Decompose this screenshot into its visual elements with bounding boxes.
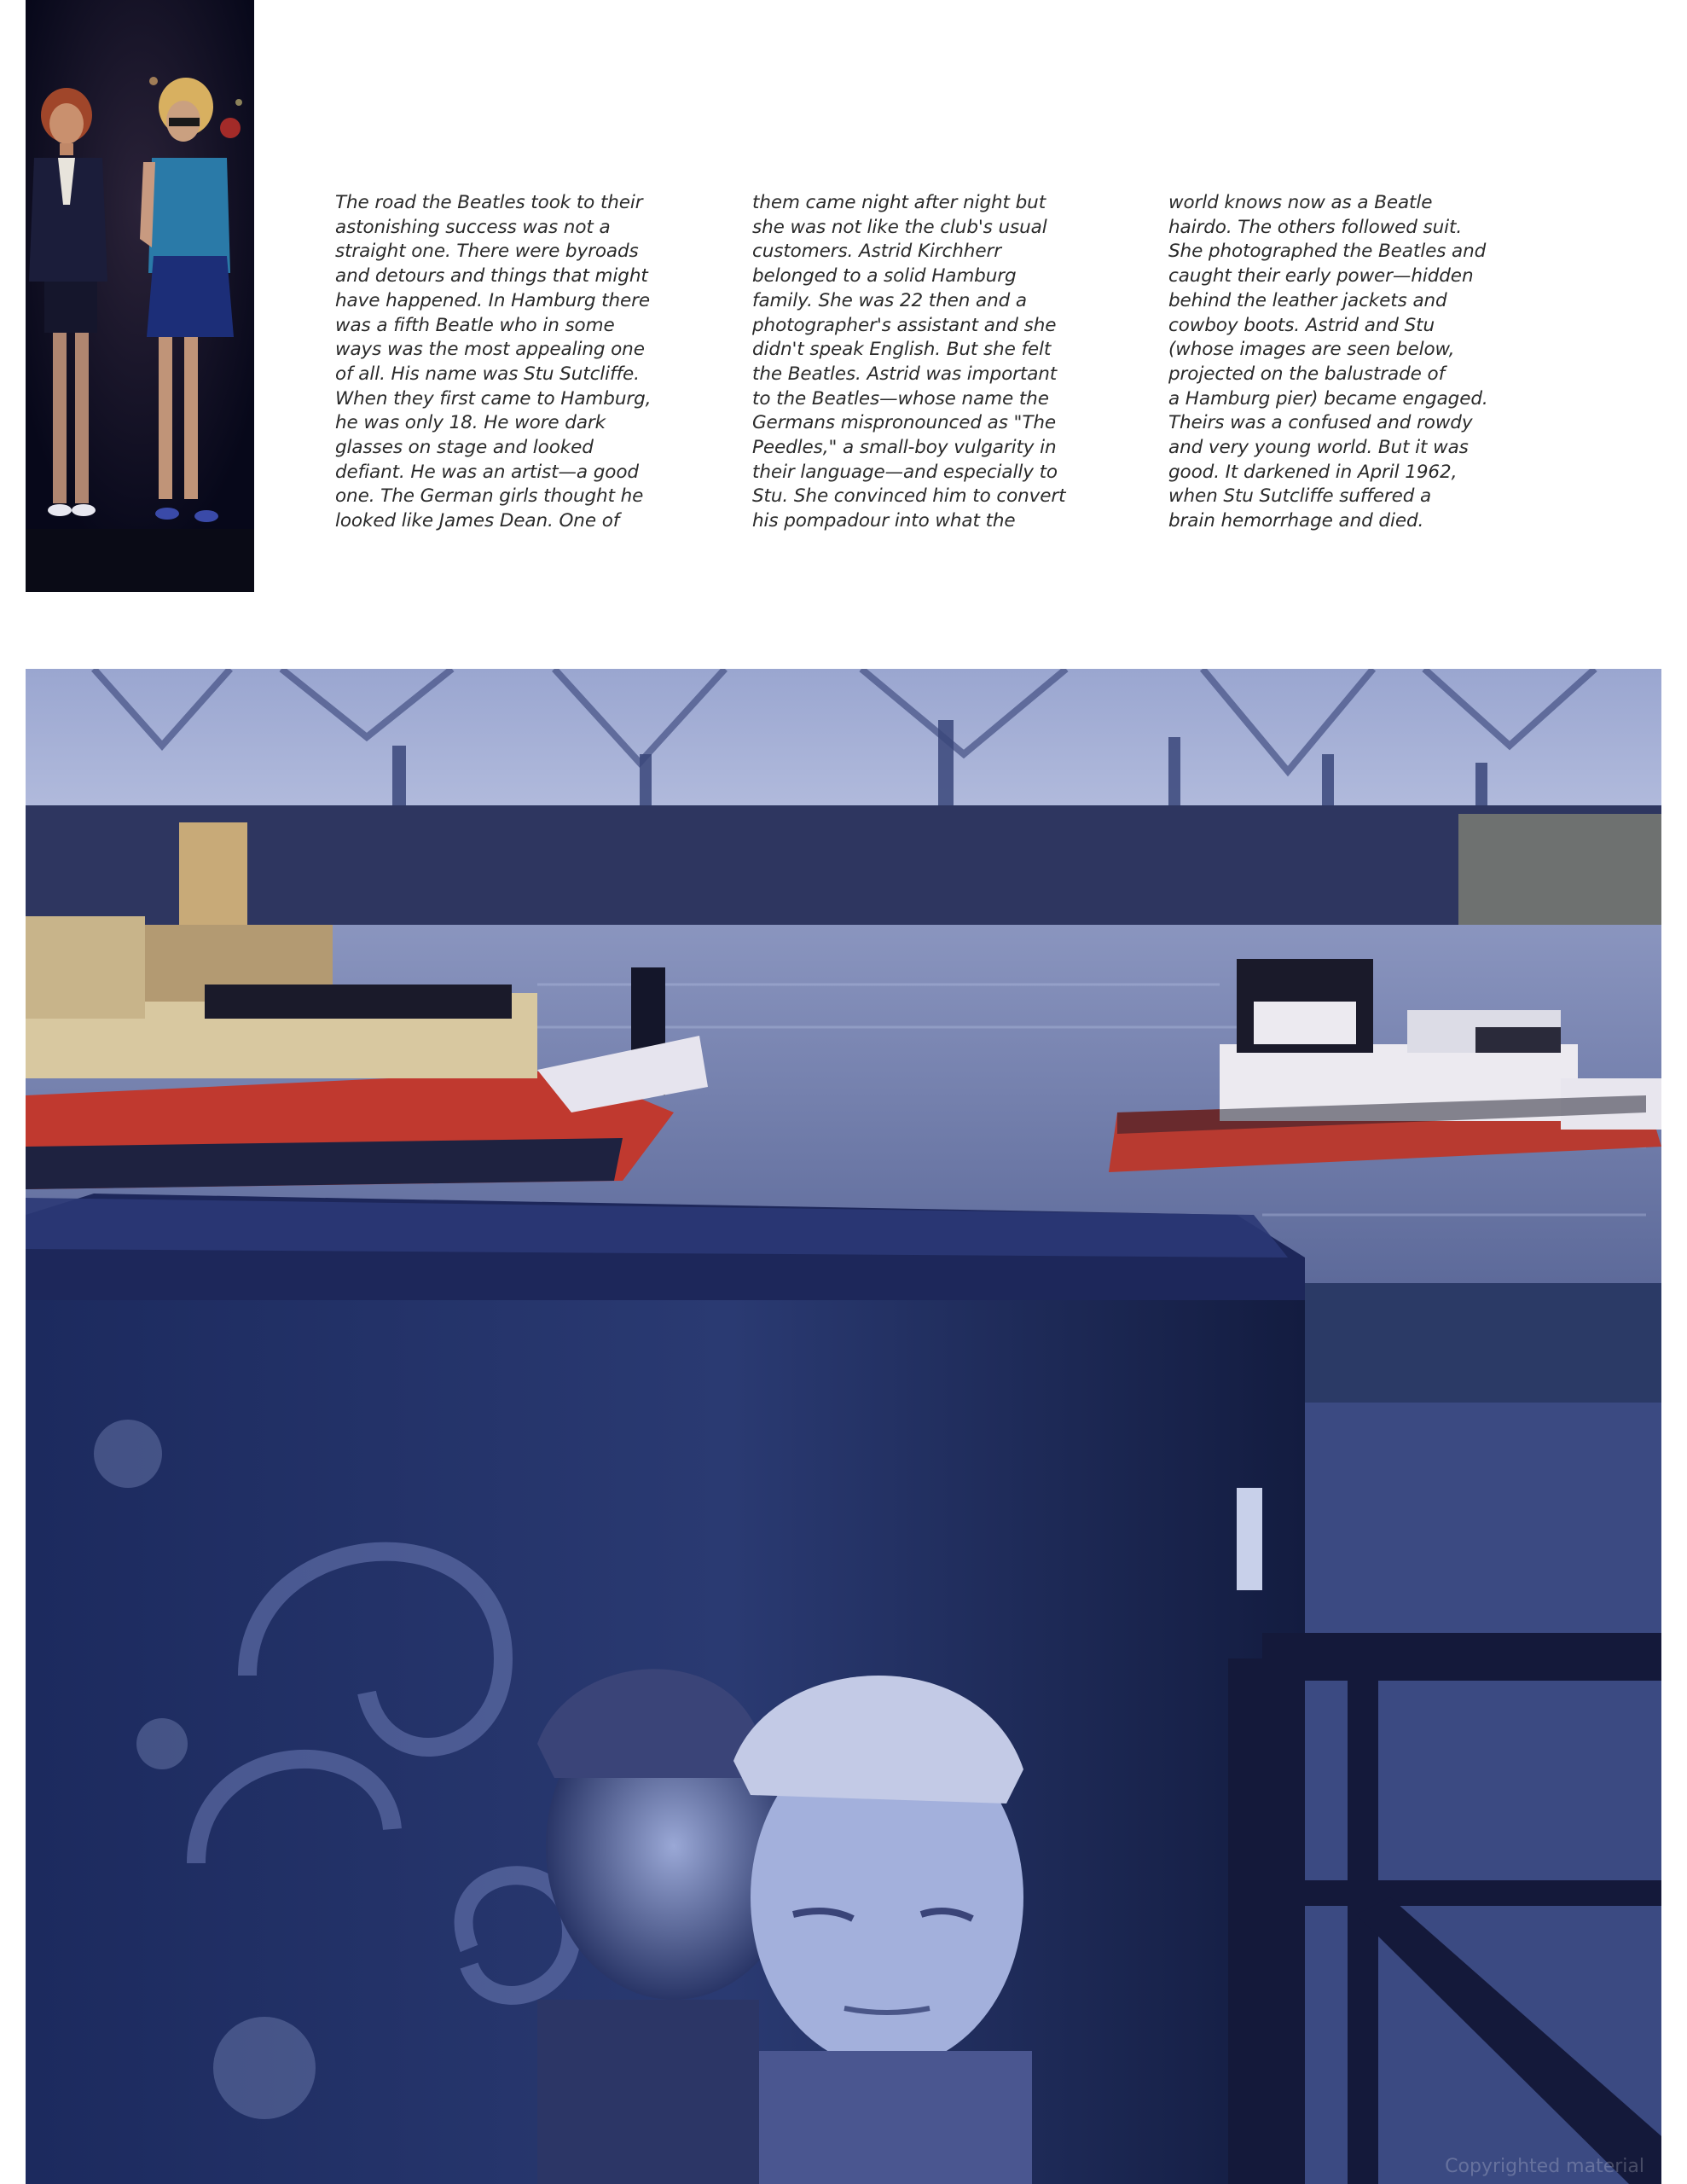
- text-line: caught their early power—hidden: [1168, 265, 1474, 288]
- text-line: to the Beatles—whose name the: [752, 387, 1049, 410]
- text-line: glasses on stage and looked: [335, 437, 594, 459]
- text-line: Theirs was a confused and rowdy: [1168, 412, 1473, 434]
- text-line: cowboy boots. Astrid and Stu: [1168, 314, 1435, 336]
- copyright-watermark: Copyrighted material: [1445, 2156, 1644, 2177]
- text-line: the Beatles. Astrid was important: [752, 363, 1058, 385]
- text-line: When they first came to Hamburg,: [335, 387, 652, 410]
- article-column-3: [1168, 191, 1527, 534]
- text-line: photographer's assistant and she: [752, 314, 1057, 336]
- text-line: have happened. In Hamburg there: [335, 289, 651, 311]
- text-line: good. It darkened in April 1962,: [1168, 461, 1458, 483]
- text-line: and detours and things that might: [335, 265, 648, 288]
- text-line: The road the Beatles took to their: [335, 192, 643, 213]
- text-line: one. The German girls thought he: [335, 485, 644, 508]
- text-line: (whose images are seen below,: [1168, 339, 1455, 361]
- text-line: world knows now as a Beatle: [1168, 192, 1433, 213]
- text-line: family. She was 22 then and a: [752, 289, 1027, 311]
- text-line: astonishing success was not a: [335, 216, 611, 238]
- text-line: defiant. He was an artist—a good: [335, 461, 639, 483]
- text-line: brain hemorrhage and died.: [1168, 510, 1424, 532]
- text-line: them came night after night but: [752, 192, 1046, 213]
- text-line: of all. His name was Stu Sutcliffe.: [335, 363, 640, 385]
- text-line: Germans mispronounced as "The: [752, 412, 1057, 434]
- text-line: his pompadour into what the: [752, 510, 1016, 532]
- text-line: didn't speak English. But she felt: [752, 339, 1052, 361]
- text-line: ways was the most appealing one: [335, 339, 645, 361]
- text-line: She photographed the Beatles and: [1168, 241, 1487, 263]
- text-line: a Hamburg pier) became engaged.: [1168, 387, 1488, 410]
- text-line: when Stu Sutcliffe suffered a: [1168, 485, 1432, 508]
- hamburg-pier-photo: [26, 669, 1661, 2184]
- text-line: she was not like the club's usual: [752, 216, 1047, 238]
- text-line: belonged to a solid Hamburg: [752, 265, 1017, 288]
- text-line: their language—and especially to: [752, 461, 1058, 483]
- text-line: behind the leather jackets and: [1168, 289, 1447, 311]
- article-column-2: [752, 191, 1110, 534]
- text-line: Stu. She convinced him to convert: [752, 485, 1066, 508]
- text-line: was a fifth Beatle who in some: [335, 314, 615, 336]
- text-line: Peedles," a small-boy vulgarity in: [752, 437, 1057, 459]
- text-line: straight one. There were byroads: [335, 241, 639, 263]
- text-line: looked like James Dean. One of: [335, 510, 620, 532]
- club-photo-two-women: [26, 0, 254, 592]
- article-column-1: [335, 191, 693, 534]
- text-line: he was only 18. He wore dark: [335, 412, 606, 434]
- text-line: customers. Astrid Kirchherr: [752, 241, 1001, 263]
- text-line: hairdo. The others followed suit.: [1168, 216, 1463, 238]
- text-line: projected on the balustrade of: [1168, 363, 1446, 385]
- text-line: and very young world. But it was: [1168, 437, 1469, 459]
